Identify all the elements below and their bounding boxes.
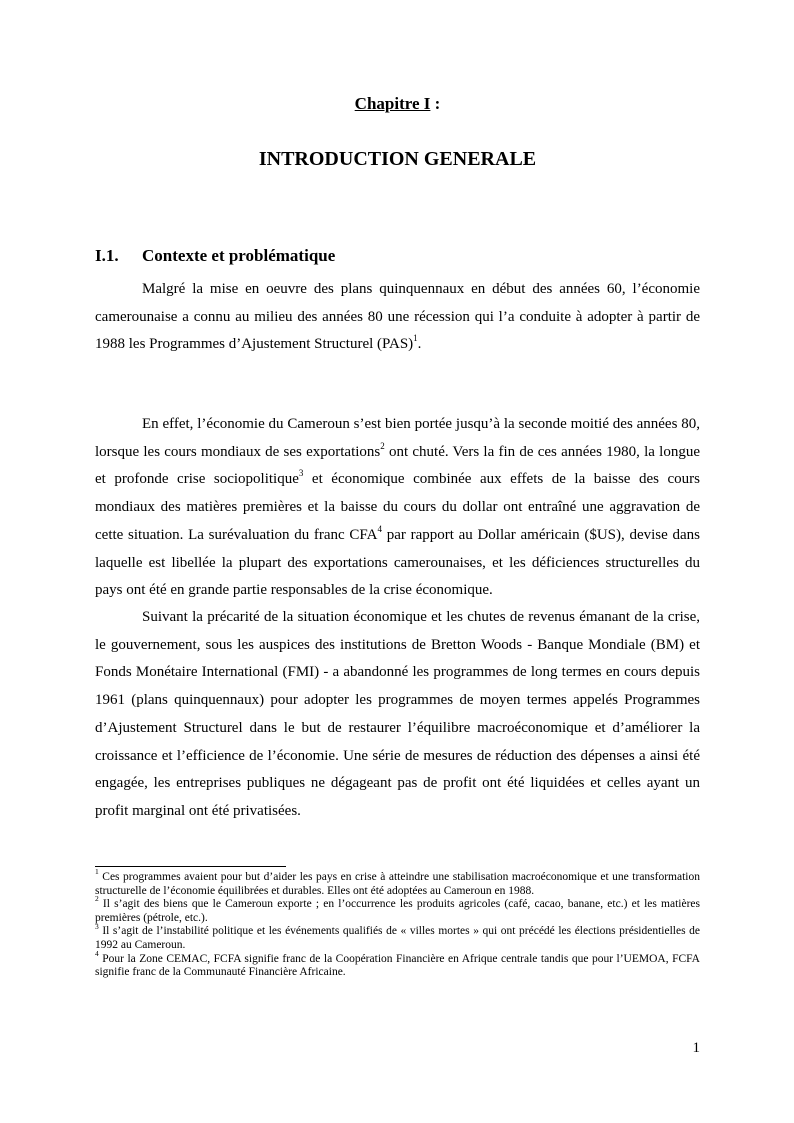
footnote-4: [95, 948, 700, 980]
paragraph-2-part-c: et économique combinée aux effets de la baisse des cours mondiaux des matières premières et la baisse du cours du dollar ont entraîné une aggravation de cette situation. La surévaluation du franc CFA: [95, 471, 701, 543]
section-number: I.1.: [95, 246, 119, 265]
chapter-title: INTRODUCTION GENERALE: [258, 148, 537, 170]
footnote-number: 3: [95, 921, 99, 931]
chapter-label-suffix: :: [430, 94, 441, 113]
paragraph-2: [95, 411, 700, 605]
footnote-1: [95, 867, 700, 898]
paragraph-1-end: .: [417, 336, 422, 353]
section-title: Contexte et problématique: [142, 246, 336, 265]
paragraph-2-part-d: par rapport au Dollar américain ($US), devise dans laquelle est libellée la plupart des exportations camerounaises, et les déficiences structurelles du pays ont été en grande partie responsables de la crise économique.: [95, 526, 700, 599]
footnote-ref-2: 2: [380, 440, 385, 451]
footnote-number: 4: [95, 948, 99, 958]
footnote-text: Ces programmes avaient pour but d’aider les pays en crise à atteindre une stabilisation macroéconomique et une transformation structurelle de l’économie équilibrées et durables. Elles ont été adoptées au Cameroun en 1988.: [95, 871, 700, 897]
footnote-3: [95, 921, 700, 952]
footnote-number: 1: [95, 867, 99, 877]
paragraph-2-part-b: ont chuté. Vers la fin de ces années 1980, la longue et profonde crise sociopolitique: [95, 443, 700, 488]
footnote-text: Pour la Zone CEMAC, FCFA signifie franc de la Coopération Financière en Afrique centrale tandis que pour l’UEMOA, FCFA signifie franc de la Communauté Financière Africaine.: [95, 952, 700, 979]
footnote-text: Il s’agit de l’instabilité politique et les événements qualifiés de « villes mortes » qui ont précédé les élections présidentielles de 1992 au Cameroun.: [95, 925, 700, 951]
footnote-ref-1: 1: [413, 333, 418, 344]
footnote-separator: [95, 866, 286, 867]
section-heading: [95, 246, 700, 266]
footnote-text: Il s’agit des biens que le Cameroun exporte ; en l’occurrence les produits agricoles (café, cacao, banane, etc.) et les matières premières (pétrole, etc.).: [95, 898, 700, 924]
page-number: 1: [692, 1040, 700, 1056]
paragraph-3: Suivant la précarité de la situation économique et les chutes de revenus émanant de la crise, le gouvernement, sous les auspices des institutions de Bretton Woods - Banque Mondiale (BM) et Fonds Monétaire International (FMI) - a abandonné les programmes de long termes en cours depuis 1961 (plans quinquennaux) pour adopter les programmes de moyen termes appelés Programmes d’Ajustement Structurel dans le but de restaurer l’équilibre macroéconomique et d’améliorer la croissance et l’efficience de l’économie. Une série de mesures de réduction des dépenses a ainsi été engagée, les entreprises publiques ne dégageant pas de profit ont été liquidées et celles ayant un profit marginal ont été privatisées.: [95, 609, 700, 819]
chapter-label-text: Chapitre I: [354, 94, 431, 113]
paragraph-2-part-a: En effet, l’économie du Cameroun s’est bien portée jusqu’à la seconde moitié des années 80, lorsque les cours mondiaux de ses exportations: [95, 416, 700, 460]
footnote-ref-4: 4: [377, 523, 382, 534]
footnote-number: 2: [95, 894, 99, 904]
paragraph-1: [95, 276, 700, 359]
footnote-ref-3: 3: [298, 468, 304, 479]
chapter-label: [95, 94, 700, 114]
footnote-2: [95, 894, 700, 925]
paragraph-1-text: Malgré la mise en oeuvre des plans quinquennaux en début des années 60, l’économie camerounaise a connu au milieu des années 80 une récession qui l’a conduite à adopter à partir de 1988 les Programmes d’Ajustement Structurel (PAS): [95, 281, 700, 353]
footnotes: [95, 867, 700, 980]
